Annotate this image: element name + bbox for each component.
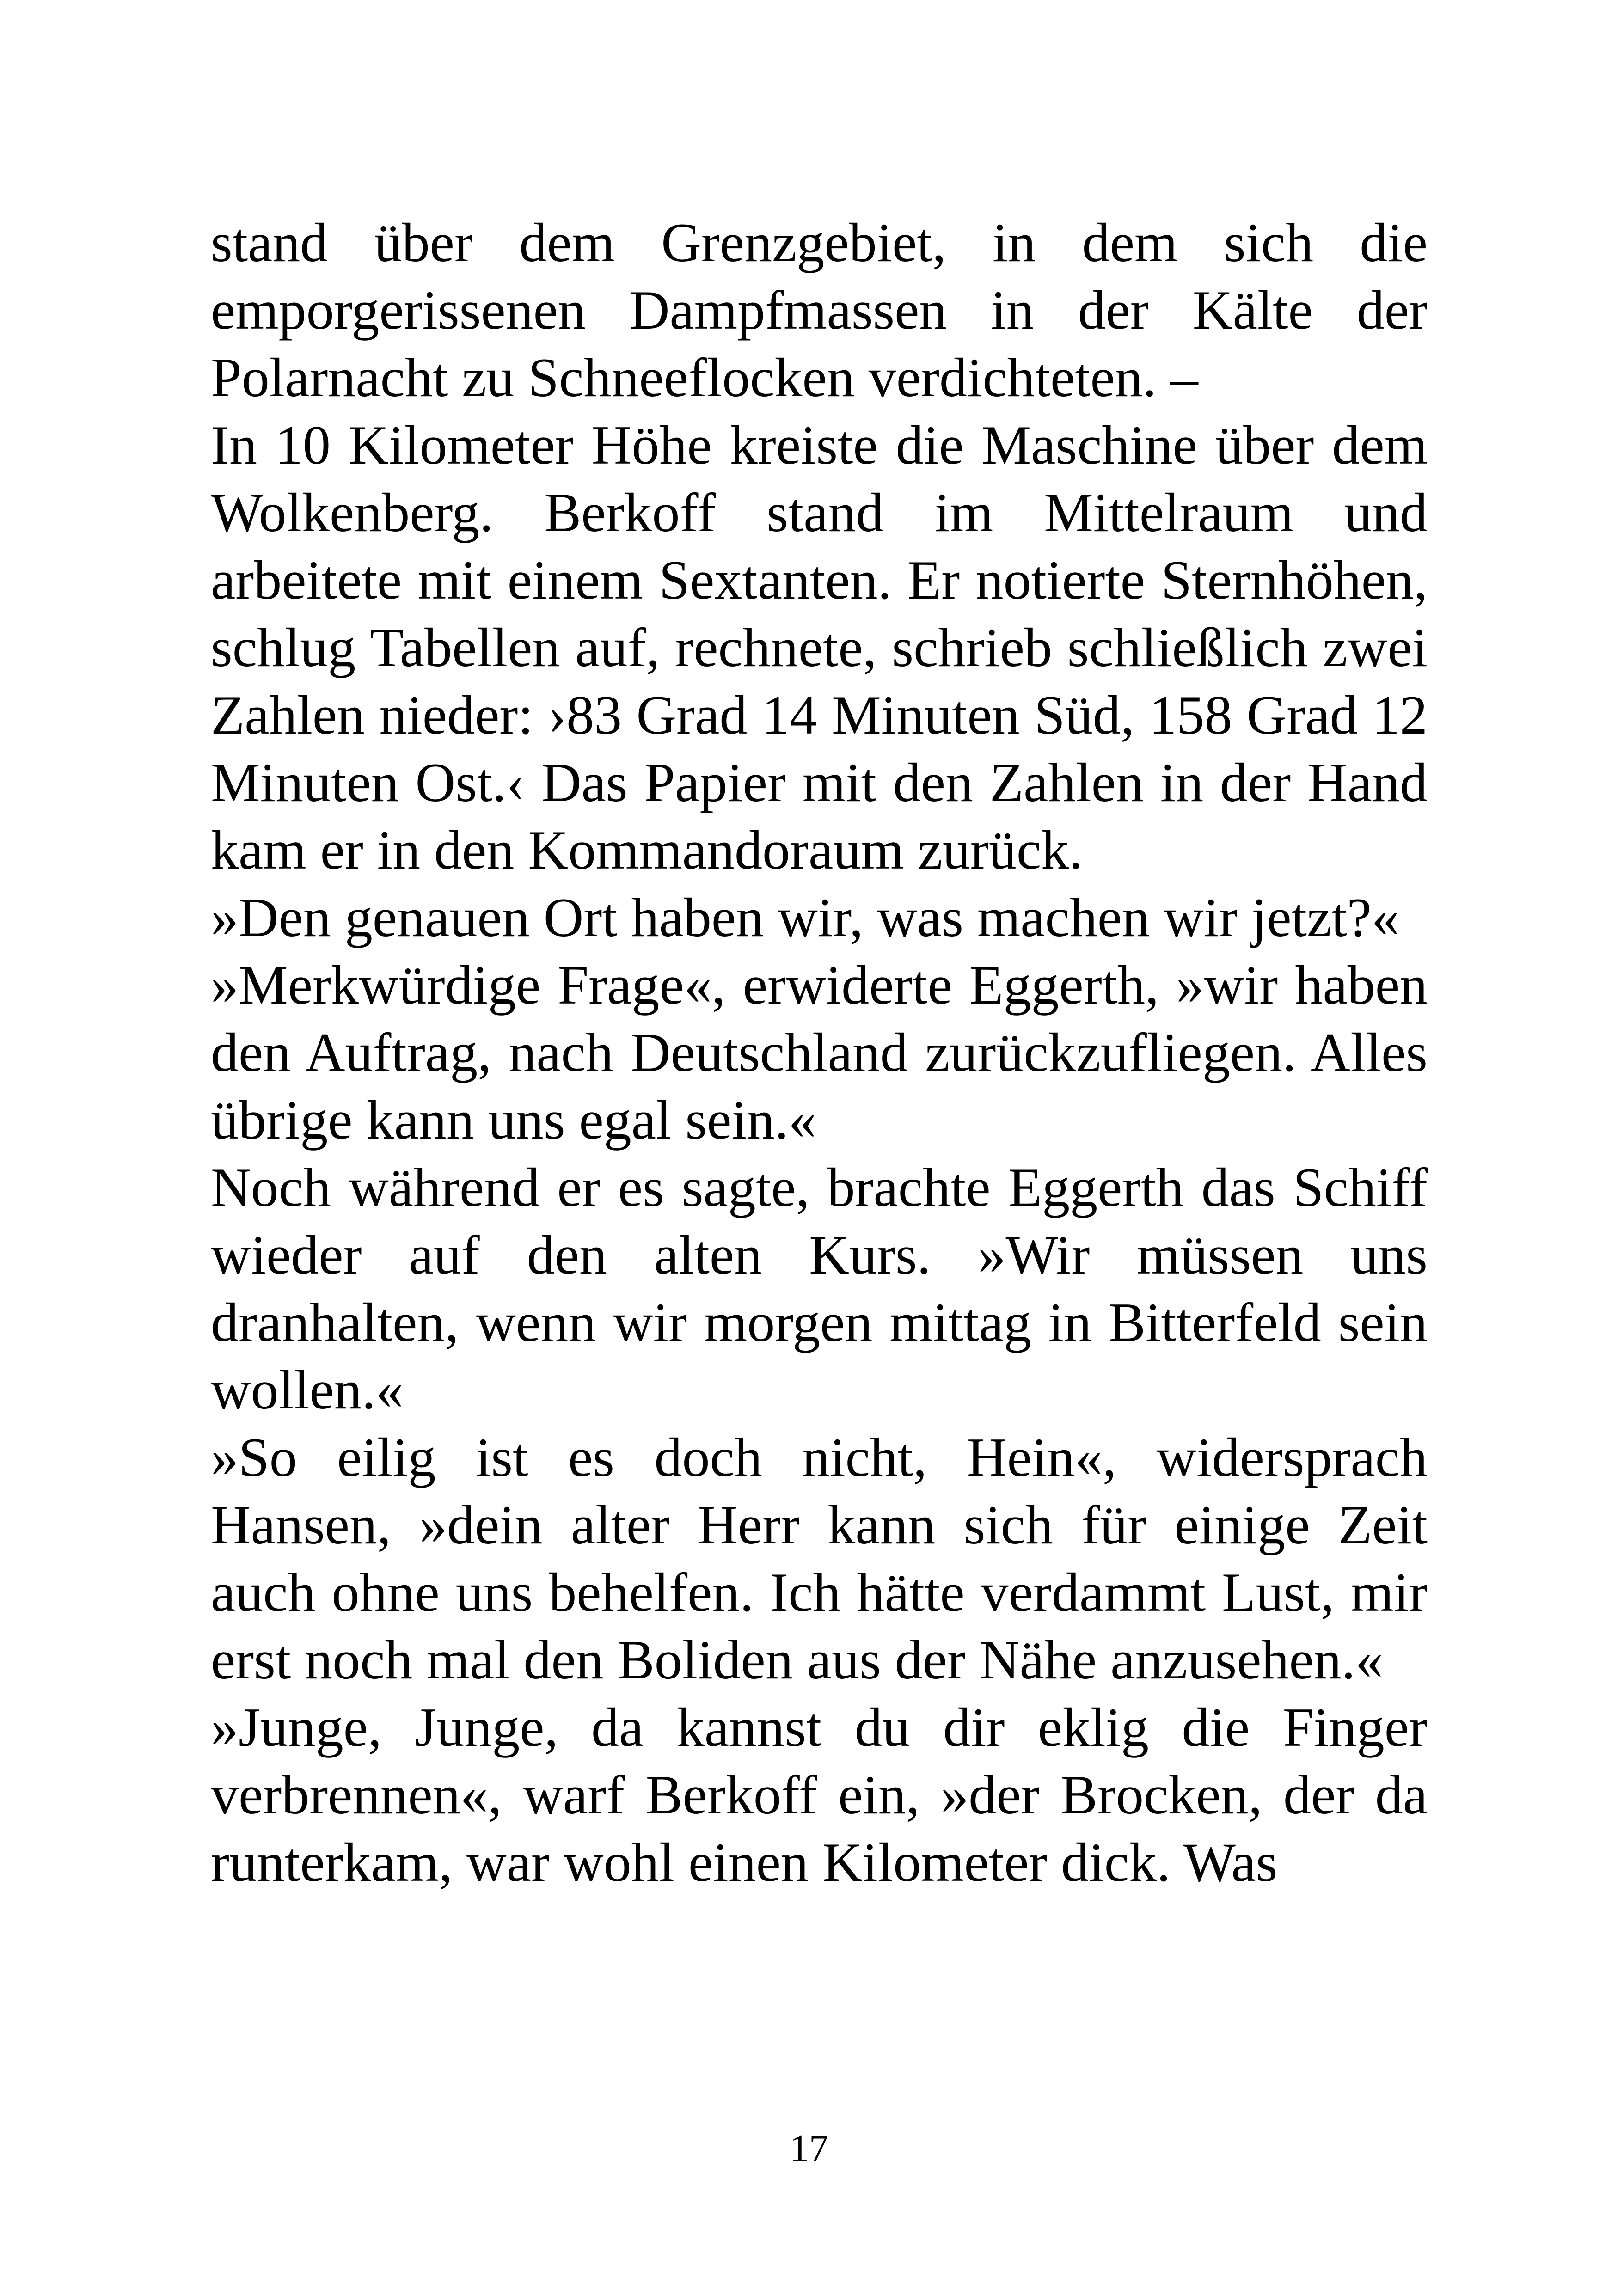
paragraph-6: »So eilig ist es doch nicht, Hein«, widersprach Hansen, »dein alter Herr kann sich für einige Zeit auch ohne uns behelfen. Ich hätte verdammt Lust, mir erst noch mal den Boliden aus der Nähe anzusehen.« [211,1427,1428,1690]
paragraph-3: »Den genauen Ort haben wir, was machen wir jetzt?« [211,887,1399,948]
paragraph-5: Noch während er es sagte, brachte Eggerth das Schiff wieder auf den alten Kurs. »Wir müssen uns dranhalten, wenn wir morgen mittag in Bitterfeld sein wollen.« [211,1157,1428,1420]
paragraph-2: In 10 Kilometer Höhe kreiste die Maschine über dem Wolkenberg. Berkoff stand im Mittelraum und arbeitete mit einem Sextanten. Er notierte Sternhöhen, schlug Tabellen auf, rechnete, schrieb schließlich zwei Zahlen nieder: ›83 Grad 14 Minuten Süd, 158 Grad 12 Minuten Ost.‹ Das Papier mit den Zahlen in der Hand kam er in den Kommandoraum zurück. [211,414,1428,881]
paragraph-4: »Merkwürdige Frage«, erwiderte Eggerth, »wir haben den Auftrag, nach Deutschland zurückzufliegen. Alles übrige kann uns egal sein.« [211,954,1428,1151]
paragraph-1: stand über dem Grenzgebiet, in dem sich die emporgerissenen Dampfmassen in der Kälte der Polarnacht zu Schneeflocken verdichteten. – [211,212,1428,408]
page-number: 17 [790,2127,828,2170]
paragraph-7: »Junge, Junge, da kannst du dir eklig die Finger verbrennen«, warf Berkoff ein, »der Brocken, der da runterkam, war wohl einen Kilometer dick. Was [211,1696,1428,1893]
body-text [211,209,1428,1896]
